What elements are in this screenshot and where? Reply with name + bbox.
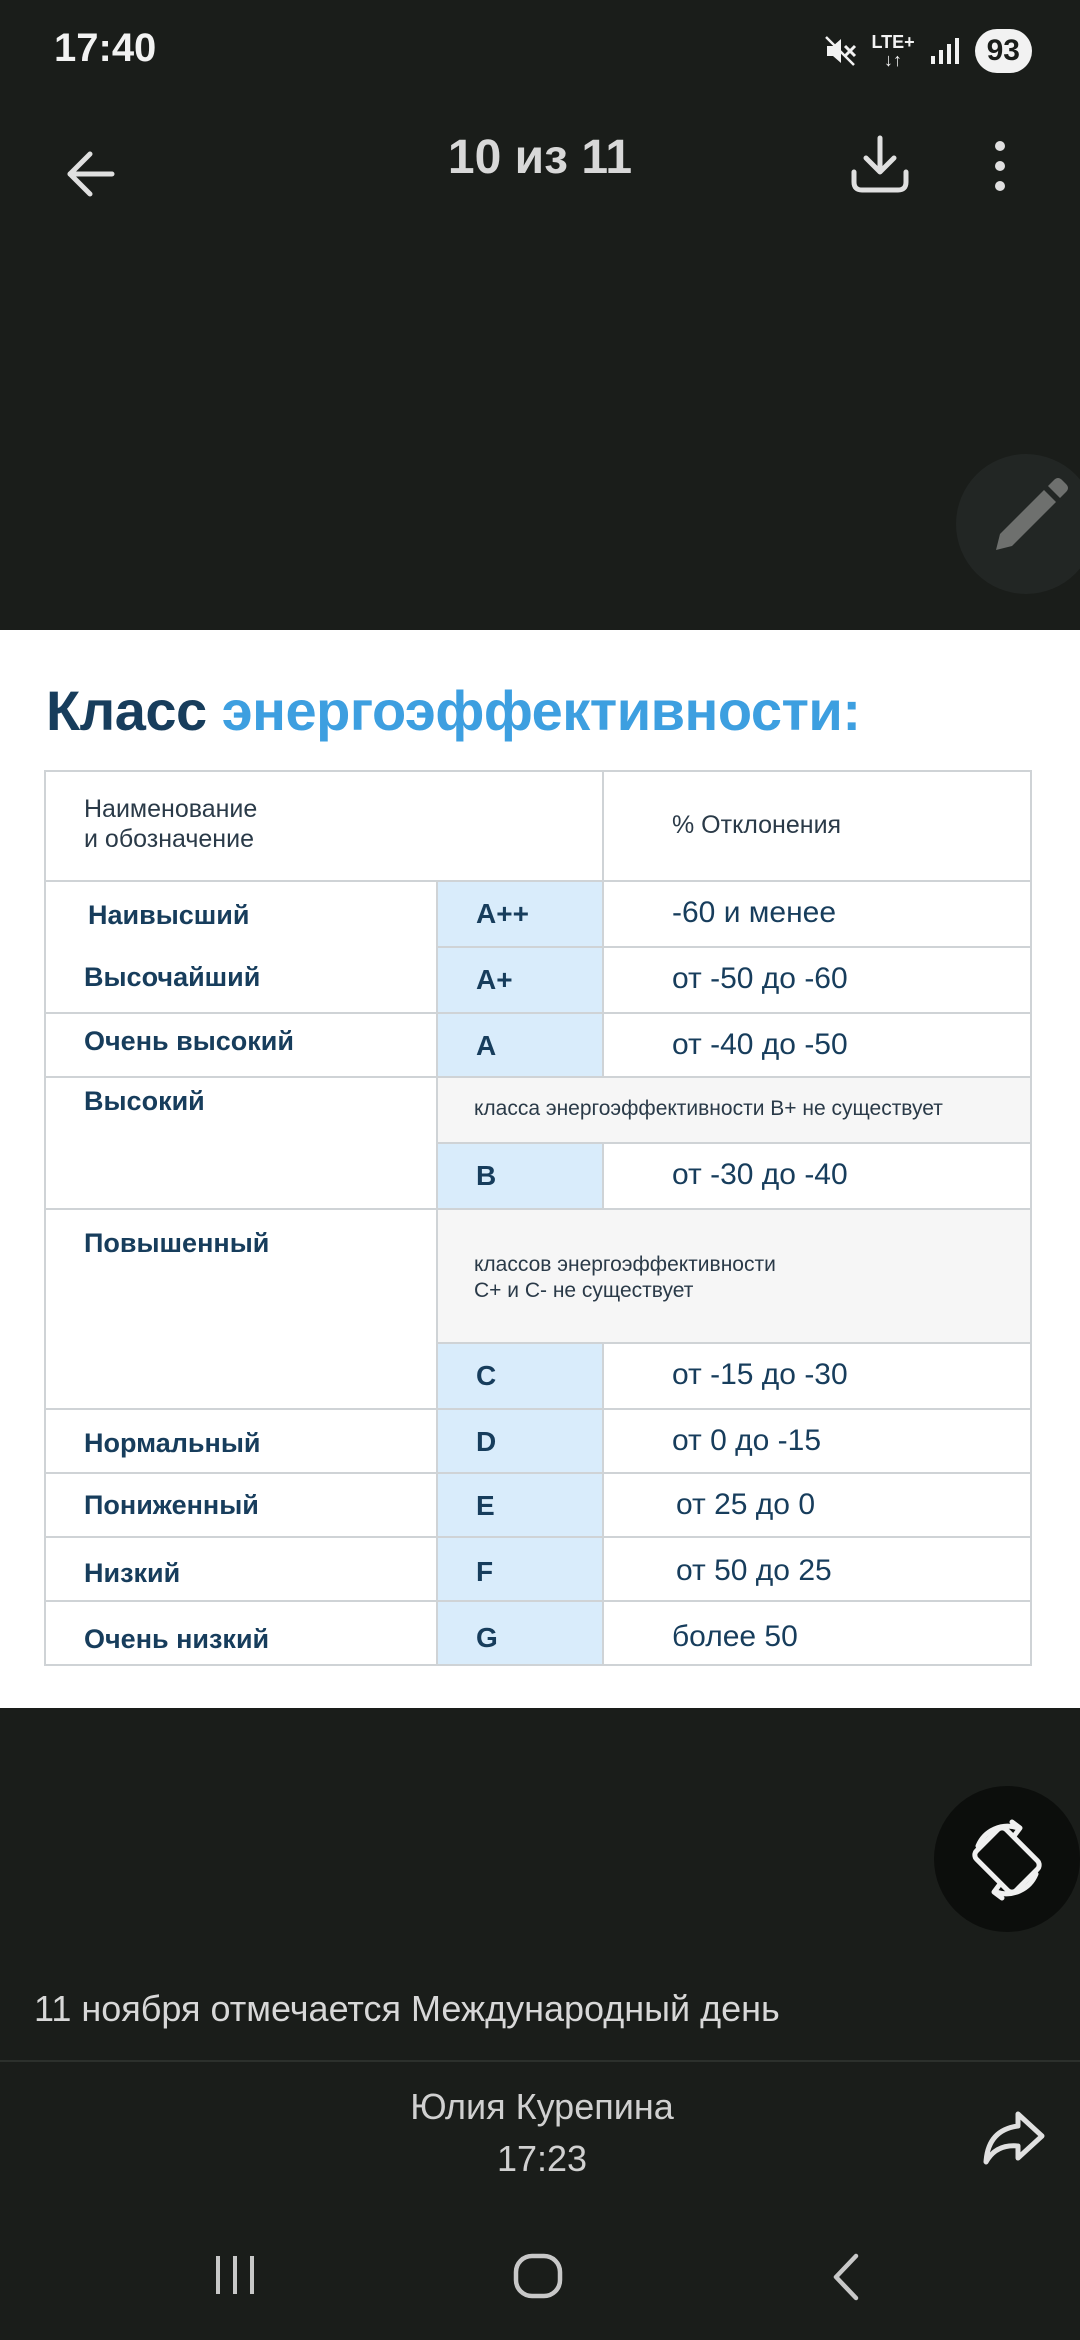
more-options-icon[interactable] [980, 124, 1020, 204]
table-header-pct: % Отклонения [672, 811, 842, 839]
row-pct: от -40 до -50 [672, 1028, 848, 1061]
row-class: F [476, 1556, 494, 1587]
class-cell [436, 946, 604, 1014]
row-name: Очень высокий [84, 1026, 294, 1056]
row-pct: от 25 до 0 [676, 1488, 816, 1521]
mute-icon [823, 34, 857, 68]
document-image [0, 630, 1080, 1708]
message-time: 17:23 [496, 2138, 588, 2179]
row-pct: более 50 [672, 1620, 798, 1653]
row-pct: от -50 до -60 [672, 962, 848, 995]
row-name: Высочайший [84, 962, 261, 992]
recent-apps-icon[interactable] [210, 2250, 260, 2300]
class-cell [436, 1472, 604, 1538]
row-name: Очень низкий [84, 1624, 270, 1654]
class-cell [436, 1408, 604, 1474]
pct-cell [602, 1472, 1032, 1538]
page-counter: 10 из 11 [447, 131, 633, 184]
row-name: Высокий [84, 1086, 205, 1116]
class-cell [436, 1536, 604, 1602]
row-class: G [476, 1622, 498, 1653]
class-cell [436, 1142, 604, 1210]
divider [0, 2060, 1080, 2062]
download-icon[interactable] [840, 124, 920, 204]
row-pct: от 0 до -15 [672, 1424, 822, 1457]
nav-back-icon[interactable] [822, 2250, 872, 2304]
row-pct: от -15 до -30 [672, 1358, 848, 1391]
rotate-icon [934, 1786, 1080, 1932]
row-name: Низкий [84, 1558, 181, 1588]
row-name: Повышенный [84, 1228, 270, 1258]
row-note: класса энергоэффективности B+ не существует [474, 1097, 943, 1120]
row-class: A [476, 1030, 497, 1061]
row-class: D [476, 1426, 497, 1457]
home-icon[interactable] [510, 2248, 566, 2304]
share-icon[interactable] [978, 2104, 1048, 2168]
status-time: 17:40 [54, 26, 157, 70]
row-pct: -60 и менее [672, 896, 837, 929]
document-title: Класс энергоэффективности: [46, 679, 861, 742]
author-name: Юлия Курепина [410, 2086, 674, 2127]
status-icons [823, 28, 1032, 74]
message-caption[interactable]: 11 ноября отмечается Международный день [34, 1988, 780, 2029]
class-cell [436, 1600, 604, 1666]
rotate-screen-button[interactable] [934, 1786, 1080, 1932]
row-name: Нормальный [84, 1428, 261, 1458]
row-note: классов энергоэффективности С+ и С- не существует [474, 1253, 776, 1302]
edit-button[interactable] [956, 454, 1080, 594]
row-class: C [476, 1360, 497, 1391]
row-class: A+ [476, 964, 513, 995]
network-type-icon: LTE+ ↓↑ [871, 32, 915, 70]
pct-cell [602, 1600, 1032, 1666]
row-class: B [476, 1160, 497, 1191]
battery-indicator: 93 [975, 29, 1032, 73]
row-pct: от 50 до 25 [676, 1554, 832, 1587]
row-name: Наивысший [88, 900, 250, 930]
row-class: E [476, 1490, 495, 1521]
class-cell [436, 1342, 604, 1410]
row-class: A++ [476, 898, 529, 929]
pencil-icon [956, 454, 1080, 594]
class-cell [436, 1012, 604, 1078]
navigation-bar [0, 2230, 1080, 2340]
status-bar [0, 0, 1080, 100]
top-bar [0, 110, 1080, 210]
row-name: Пониженный [84, 1490, 259, 1520]
row-pct: от -30 до -40 [672, 1158, 848, 1191]
table-header-name: Наименование и обозначение [84, 795, 258, 853]
signal-icon [929, 36, 961, 66]
